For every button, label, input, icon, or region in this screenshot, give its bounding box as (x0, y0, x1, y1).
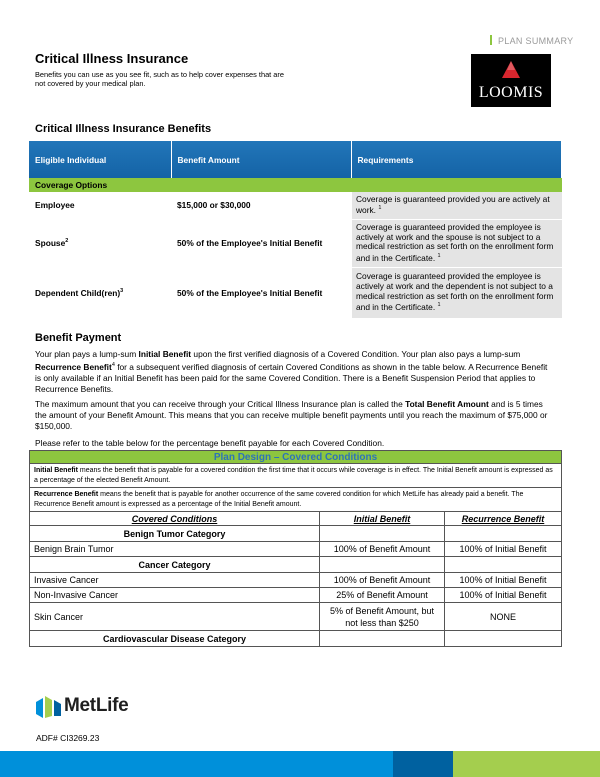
individual-label: Spouse (35, 238, 66, 248)
plan-design-title-row (30, 451, 562, 464)
empty-cell (320, 526, 445, 542)
table-row (29, 267, 562, 318)
cancer-category: Cancer Category (30, 557, 320, 573)
amount-dependent: 50% of the Employee's Initial Benefit (171, 267, 351, 318)
plan-design-title: Plan Design – Covered Conditions (30, 451, 562, 464)
plan-summary-label (490, 35, 573, 46)
recurrence-benefit-definition (30, 488, 562, 512)
coverage-options-label: Coverage Options (29, 178, 562, 192)
condition-name: Skin Cancer (30, 603, 320, 631)
benign-tumor-category: Benign Tumor Category (30, 526, 320, 542)
individual-spouse (29, 219, 171, 267)
initial-benefit-value: 100% of Benefit Amount (320, 573, 445, 588)
condition-name: Non-Invasive Cancer (30, 588, 320, 603)
footnote-ref: 3 (120, 287, 124, 294)
footnote-ref: 1 (437, 302, 441, 309)
metlife-wordmark: MetLife (64, 695, 129, 716)
text: and is 5 times the amount of your Benefit Amount. This means that you can receive multiple benefit payments until you reach the maximum of $75,000 or $150,000. (35, 399, 548, 431)
table-row (30, 603, 562, 631)
bold-text: Recurrence Benefit (35, 361, 112, 372)
initial-benefit-definition-row (30, 464, 562, 488)
individual-label: Dependent Child(ren) (35, 287, 121, 298)
col-recurrence-benefit: Recurrence Benefit (445, 512, 562, 526)
metlife-logo (36, 694, 129, 723)
bold-text: Total Benefit Amount (405, 399, 489, 409)
logo-text: LOOMIS (478, 84, 544, 101)
table-row (30, 573, 562, 588)
footnote-ref: 2 (65, 238, 69, 245)
table-row (29, 219, 562, 267)
table-row (30, 542, 562, 557)
accent-bar (490, 35, 492, 45)
text: upon the first verified diagnosis of a Covered Condition. Your plan also pays a lump-sum (191, 349, 521, 359)
col-covered-conditions: Covered Conditions (30, 512, 320, 526)
category-row (30, 526, 562, 542)
empty-cell (320, 557, 445, 573)
empty-cell (445, 557, 562, 573)
category-row (30, 557, 562, 573)
recurrence-benefit-value: NONE (445, 603, 562, 631)
requirement-text: Coverage is guaranteed provided the employee is actively at work and the spouse is not subject to a medical restriction as set forth on the enrollment form and in the Certificate. (356, 221, 554, 263)
amount-spouse: 50% of the Employee's Initial Benefit (171, 219, 351, 267)
empty-cell (320, 631, 445, 647)
benefits-table (29, 141, 562, 319)
requirement-text: Coverage is guaranteed provided the employee is actively at work and the dependent is not subject to a medical restriction as set forth on the enrollment form and in the Certificate. (356, 271, 554, 312)
plan-summary-text: PLAN SUMMARY (498, 36, 574, 46)
condition-name: Benign Brain Tumor (30, 542, 320, 557)
bold-text: Recurrence Benefit (34, 491, 99, 498)
footer-color-bar (0, 751, 600, 777)
bold-text: Initial Benefit (138, 349, 192, 359)
footnote-ref: 1 (378, 205, 382, 212)
plan-design-header-row (30, 512, 562, 526)
benefit-payment-heading: Benefit Payment (35, 332, 122, 344)
empty-cell (445, 631, 562, 647)
recurrence-benefit-definition-row (30, 488, 562, 512)
individual-dependent (29, 267, 171, 318)
metlife-mark-icon (36, 694, 62, 718)
page-subtitle: Benefits you can use as you see fit, such as to help cover expenses that are not covered by your medical plan. (35, 70, 284, 88)
footer-bar-green (453, 751, 600, 777)
recurrence-benefit-value: 100% of Initial Benefit (445, 588, 562, 603)
individual-label: Employee (35, 200, 75, 211)
plan-design-table (29, 450, 562, 647)
recurrence-benefit-value: 100% of Initial Benefit (445, 573, 562, 588)
loomis-logo (471, 54, 551, 107)
col-benefit-amount: Benefit Amount (171, 141, 351, 178)
text: means the benefit that is payable for a covered condition the first time that it occurs while coverage is in effect. The Initial Benefit amount is expressed as a percentage of the elected Benefit Amount. (34, 467, 553, 484)
col-initial-benefit: Initial Benefit (320, 512, 445, 526)
payment-paragraph-3: Please refer to the table below for the percentage benefit payable for each Covered Condition. (35, 438, 385, 448)
footnote-ref: 4 (111, 362, 115, 368)
adf-number: ADF# CI3269.23 (36, 733, 100, 743)
requirement-text: Coverage is guaranteed provided you are actively at work. (356, 193, 550, 216)
benefits-heading: Critical Illness Insurance Benefits (35, 123, 212, 135)
text: Your plan pays a lump-sum (35, 349, 139, 359)
requirement-spouse (351, 219, 562, 267)
text: The maximum amount that you can receive through your Critical Illness Insurance plan is called the (35, 399, 406, 409)
payment-paragraph-2 (35, 399, 555, 432)
table-row (29, 192, 562, 219)
footnote-ref: 1 (437, 252, 441, 259)
page-title: Critical Illness Insurance (35, 51, 189, 66)
initial-benefit-value: 25% of Benefit Amount (320, 588, 445, 603)
footer-bar-dark-blue (393, 751, 453, 777)
amount-employee: $15,000 or $30,000 (171, 192, 351, 219)
condition-name: Invasive Cancer (30, 573, 320, 588)
initial-benefit-definition (30, 464, 562, 488)
footer-bar-light-blue (0, 751, 393, 777)
bold-text: Initial Benefit (34, 467, 78, 474)
coverage-options-row (29, 178, 562, 192)
initial-benefit-value: 100% of Benefit Amount (320, 542, 445, 557)
requirement-dependent (351, 267, 562, 318)
recurrence-benefit-value: 100% of Initial Benefit (445, 542, 562, 557)
payment-paragraph-1 (35, 349, 555, 395)
benefits-header-row (29, 141, 562, 178)
text: for a subsequent verified diagnosis of certain Covered Conditions as shown in the table below. A Recurrence Benefit is only available if an Initial Benefit has been paid for the same Covered Condition. There is a Benefit Suspension Period that applies to Recurrence Benefits. (35, 361, 548, 394)
requirement-employee (351, 192, 562, 219)
col-eligible-individual: Eligible Individual (29, 141, 171, 178)
triangle-logo-icon (501, 60, 521, 80)
text: means the benefit that is payable for another occurrence of the same covered condition for which MetLife has already paid a benefit. The Recurrence Benefit amount is expressed as a percentage of the Initial Benefit amount. (34, 491, 524, 508)
cardiovascular-category: Cardiovascular Disease Category (30, 631, 320, 647)
col-requirements: Requirements (351, 141, 562, 178)
individual-employee (29, 192, 171, 219)
empty-cell (445, 526, 562, 542)
initial-benefit-value: 5% of Benefit Amount, but not less than $250 (320, 603, 445, 631)
table-row (30, 588, 562, 603)
category-row (30, 631, 562, 647)
